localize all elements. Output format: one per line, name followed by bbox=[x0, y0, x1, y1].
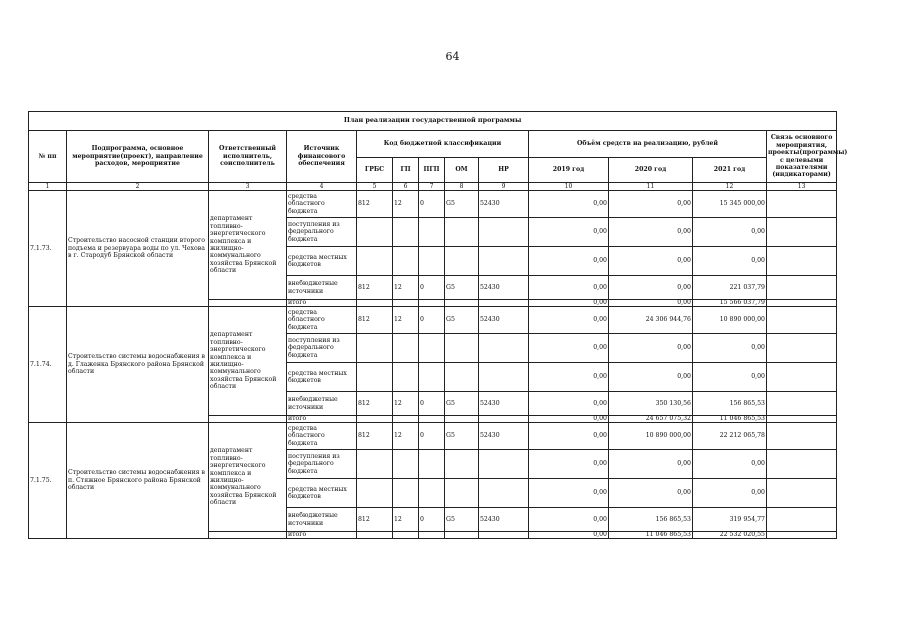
amount-y2019: 0,00 bbox=[529, 276, 609, 300]
link-indicator bbox=[767, 276, 837, 300]
section-name: Строительство насосной станции второго подъема и резервуара воды по ул. Чехова в г. Стародуб Брянской области bbox=[67, 191, 209, 307]
budget-code-nr: 52430 bbox=[479, 276, 529, 300]
total-code-empty bbox=[445, 532, 479, 539]
link-indicator bbox=[767, 218, 837, 247]
amount-y2021: 15 345 000,00 bbox=[693, 191, 767, 218]
link-indicator bbox=[767, 423, 837, 450]
amount-y2021: 221 037,79 bbox=[693, 276, 767, 300]
amount-y2020: 0,00 bbox=[609, 218, 693, 247]
budget-code-om bbox=[445, 363, 479, 392]
table-row bbox=[29, 191, 837, 218]
link-indicator bbox=[767, 307, 837, 334]
budget-code-grbs bbox=[357, 247, 393, 276]
link-indicator bbox=[767, 191, 837, 218]
amount-y2019: 0,00 bbox=[529, 508, 609, 532]
amount-y2021: 319 954,77 bbox=[693, 508, 767, 532]
header-num: № пп bbox=[29, 131, 67, 183]
budget-code-nr: 52430 bbox=[479, 392, 529, 416]
amount-y2019: 0,00 bbox=[529, 423, 609, 450]
column-number: 3 bbox=[209, 183, 287, 191]
section-name: Строительство системы водоснабжения в д. Глаженка Брянского района Брянской области bbox=[67, 307, 209, 423]
column-number: 5 bbox=[357, 183, 393, 191]
budget-code-nr bbox=[479, 247, 529, 276]
budget-code-pgp: 0 bbox=[419, 276, 445, 300]
total-label: итого bbox=[287, 416, 357, 423]
amount-y2021: 0,00 bbox=[693, 218, 767, 247]
budget-code-nr bbox=[479, 479, 529, 508]
section-responsible: департамент топливно-энергетического комплекса и жилищно-коммунального хозяйства Брянской области bbox=[209, 191, 287, 300]
budget-code-pgp: 0 bbox=[419, 508, 445, 532]
amount-y2019: 0,00 bbox=[529, 218, 609, 247]
link-indicator bbox=[767, 392, 837, 416]
total-label: итого bbox=[287, 300, 357, 307]
budget-code-grbs: 812 bbox=[357, 508, 393, 532]
header-2019: 2019 год bbox=[529, 158, 609, 183]
amount-y2021: 156 865,53 bbox=[693, 392, 767, 416]
total-code-empty bbox=[419, 300, 445, 307]
amount-y2021: 0,00 bbox=[693, 450, 767, 479]
link-indicator bbox=[767, 334, 837, 363]
funding-source: поступления из федерального бюджета bbox=[287, 334, 357, 363]
budget-code-grbs: 812 bbox=[357, 276, 393, 300]
budget-code-gp bbox=[393, 479, 419, 508]
section-responsible-empty bbox=[209, 416, 287, 423]
column-number: 2 bbox=[67, 183, 209, 191]
total-code-empty bbox=[357, 532, 393, 539]
link-indicator bbox=[767, 508, 837, 532]
header-source: Источник финансового обеспечения bbox=[287, 131, 357, 183]
total-y2020: 24 657 075,32 bbox=[609, 416, 693, 423]
budget-code-om: G5 bbox=[445, 392, 479, 416]
total-code-empty bbox=[393, 532, 419, 539]
amount-y2020: 0,00 bbox=[609, 247, 693, 276]
column-number: 6 bbox=[393, 183, 419, 191]
total-label: итого bbox=[287, 532, 357, 539]
budget-code-nr: 52430 bbox=[479, 307, 529, 334]
total-code-empty bbox=[357, 416, 393, 423]
budget-code-gp: 12 bbox=[393, 392, 419, 416]
budget-code-pgp: 0 bbox=[419, 191, 445, 218]
amount-y2020: 0,00 bbox=[609, 334, 693, 363]
section-responsible: департамент топливно-энергетического комплекса и жилищно-коммунального хозяйства Брянской области bbox=[209, 423, 287, 532]
budget-code-pgp bbox=[419, 450, 445, 479]
budget-code-pgp bbox=[419, 363, 445, 392]
budget-code-om bbox=[445, 334, 479, 363]
budget-code-gp bbox=[393, 450, 419, 479]
header-pgp: ПГП bbox=[419, 158, 445, 183]
budget-code-grbs: 812 bbox=[357, 191, 393, 218]
amount-y2020: 24 306 944,76 bbox=[609, 307, 693, 334]
link-indicator bbox=[767, 247, 837, 276]
amount-y2021: 0,00 bbox=[693, 479, 767, 508]
budget-code-nr: 52430 bbox=[479, 191, 529, 218]
budget-code-nr bbox=[479, 450, 529, 479]
funding-source: средства областного бюджета bbox=[287, 423, 357, 450]
funding-source: средства местных бюджетов bbox=[287, 247, 357, 276]
link-indicator bbox=[767, 363, 837, 392]
budget-code-gp bbox=[393, 218, 419, 247]
budget-code-om bbox=[445, 450, 479, 479]
budget-code-pgp bbox=[419, 334, 445, 363]
budget-code-gp: 12 bbox=[393, 508, 419, 532]
total-y2021: 15 566 037,79 bbox=[693, 300, 767, 307]
budget-code-pgp: 0 bbox=[419, 392, 445, 416]
budget-code-nr bbox=[479, 218, 529, 247]
amount-y2019: 0,00 bbox=[529, 247, 609, 276]
column-number: 8 bbox=[445, 183, 479, 191]
funding-source: средства местных бюджетов bbox=[287, 479, 357, 508]
budget-code-nr bbox=[479, 334, 529, 363]
total-code-empty bbox=[419, 532, 445, 539]
budget-code-gp: 12 bbox=[393, 423, 419, 450]
column-number: 1 bbox=[29, 183, 67, 191]
header-2020: 2020 год bbox=[609, 158, 693, 183]
total-code-empty bbox=[479, 300, 529, 307]
total-code-empty bbox=[479, 532, 529, 539]
amount-y2020: 0,00 bbox=[609, 276, 693, 300]
total-y2019: 0,00 bbox=[529, 532, 609, 539]
funding-source: средства местных бюджетов bbox=[287, 363, 357, 392]
total-code-empty bbox=[479, 416, 529, 423]
section-number: 7.1.73. bbox=[29, 191, 67, 307]
total-code-empty bbox=[445, 300, 479, 307]
total-code-empty bbox=[393, 416, 419, 423]
header-resp: Ответственный исполнитель, соисполнитель bbox=[209, 131, 287, 183]
budget-code-pgp bbox=[419, 218, 445, 247]
amount-y2021: 10 890 000,00 bbox=[693, 307, 767, 334]
section-number: 7.1.74. bbox=[29, 307, 67, 423]
section-number: 7.1.75. bbox=[29, 423, 67, 539]
funding-source: средства областного бюджета bbox=[287, 307, 357, 334]
budget-code-grbs bbox=[357, 479, 393, 508]
budget-code-pgp: 0 bbox=[419, 307, 445, 334]
column-number: 12 bbox=[693, 183, 767, 191]
amount-y2020: 0,00 bbox=[609, 191, 693, 218]
amount-y2019: 0,00 bbox=[529, 191, 609, 218]
budget-code-gp: 12 bbox=[393, 191, 419, 218]
section-responsible-empty bbox=[209, 532, 287, 539]
budget-code-nr: 52430 bbox=[479, 508, 529, 532]
total-code-empty bbox=[393, 300, 419, 307]
table-caption: План реализации государственной программы bbox=[29, 112, 837, 131]
amount-y2020: 156 865,53 bbox=[609, 508, 693, 532]
table-body bbox=[29, 191, 837, 539]
funding-source: внебюджетные источники bbox=[287, 276, 357, 300]
amount-y2020: 0,00 bbox=[609, 450, 693, 479]
budget-code-gp: 12 bbox=[393, 276, 419, 300]
funding-source: внебюджетные источники bbox=[287, 508, 357, 532]
total-y2020: 11 046 865,53 bbox=[609, 532, 693, 539]
table-row bbox=[29, 307, 837, 334]
link-indicator bbox=[767, 300, 837, 307]
amount-y2021: 0,00 bbox=[693, 334, 767, 363]
budget-code-pgp bbox=[419, 247, 445, 276]
total-code-empty bbox=[357, 300, 393, 307]
total-y2019: 0,00 bbox=[529, 416, 609, 423]
link-indicator bbox=[767, 416, 837, 423]
budget-code-gp bbox=[393, 247, 419, 276]
amount-y2020: 0,00 bbox=[609, 363, 693, 392]
header-gp: ГП bbox=[393, 158, 419, 183]
budget-code-grbs bbox=[357, 218, 393, 247]
header-om: ОМ bbox=[445, 158, 479, 183]
amount-y2021: 22 212 065,78 bbox=[693, 423, 767, 450]
funding-source: внебюджетные источники bbox=[287, 392, 357, 416]
budget-code-grbs bbox=[357, 450, 393, 479]
budget-code-gp bbox=[393, 363, 419, 392]
budget-code-gp: 12 bbox=[393, 307, 419, 334]
column-number: 4 bbox=[287, 183, 357, 191]
total-code-empty bbox=[419, 416, 445, 423]
column-number: 11 bbox=[609, 183, 693, 191]
amount-y2019: 0,00 bbox=[529, 334, 609, 363]
budget-code-om: G5 bbox=[445, 508, 479, 532]
amount-y2020: 10 890 000,00 bbox=[609, 423, 693, 450]
column-number: 9 bbox=[479, 183, 529, 191]
table-row bbox=[29, 423, 837, 450]
amount-y2019: 0,00 bbox=[529, 450, 609, 479]
column-number: 10 bbox=[529, 183, 609, 191]
total-y2021: 11 046 865,53 bbox=[693, 416, 767, 423]
budget-code-om: G5 bbox=[445, 276, 479, 300]
header-budget-code: Код бюджетной классификации bbox=[357, 131, 529, 158]
amount-y2020: 350 130,56 bbox=[609, 392, 693, 416]
budget-code-grbs: 812 bbox=[357, 423, 393, 450]
link-indicator bbox=[767, 450, 837, 479]
link-indicator bbox=[767, 479, 837, 508]
plan-table bbox=[28, 111, 848, 539]
amount-y2019: 0,00 bbox=[529, 307, 609, 334]
budget-code-om bbox=[445, 479, 479, 508]
total-y2021: 22 532 020,55 bbox=[693, 532, 767, 539]
budget-code-grbs: 812 bbox=[357, 307, 393, 334]
amount-y2021: 0,00 bbox=[693, 247, 767, 276]
amount-y2020: 0,00 bbox=[609, 479, 693, 508]
header-link: Связь основного мероприятия, проекты(программы) с целевыми показателями (индикаторами) bbox=[767, 131, 837, 183]
funding-source: средства областного бюджета bbox=[287, 191, 357, 218]
total-code-empty bbox=[445, 416, 479, 423]
section-responsible: департамент топливно-энергетического комплекса и жилищно-коммунального хозяйства Брянской области bbox=[209, 307, 287, 416]
budget-code-pgp: 0 bbox=[419, 423, 445, 450]
funding-source: поступления из федерального бюджета bbox=[287, 450, 357, 479]
amount-y2021: 0,00 bbox=[693, 363, 767, 392]
amount-y2019: 0,00 bbox=[529, 479, 609, 508]
column-number: 7 bbox=[419, 183, 445, 191]
budget-code-grbs bbox=[357, 363, 393, 392]
link-indicator bbox=[767, 532, 837, 539]
column-number: 13 bbox=[767, 183, 837, 191]
amount-y2019: 0,00 bbox=[529, 363, 609, 392]
budget-code-om bbox=[445, 218, 479, 247]
budget-code-om: G5 bbox=[445, 423, 479, 450]
budget-code-nr: 52430 bbox=[479, 423, 529, 450]
section-responsible-empty bbox=[209, 300, 287, 307]
budget-code-gp bbox=[393, 334, 419, 363]
header-nr: НР bbox=[479, 158, 529, 183]
header-volume: Объём средств на реализацию, рублей bbox=[529, 131, 767, 158]
funding-source: поступления из федерального бюджета bbox=[287, 218, 357, 247]
header-2021: 2021 год bbox=[693, 158, 767, 183]
total-y2019: 0,00 bbox=[529, 300, 609, 307]
budget-code-grbs bbox=[357, 334, 393, 363]
total-y2020: 0,00 bbox=[609, 300, 693, 307]
budget-code-grbs: 812 bbox=[357, 392, 393, 416]
header-name: Подпрограмма, основное мероприятие(проект), направление расходов, мероприятие bbox=[67, 131, 209, 183]
page-number: 64 bbox=[445, 50, 460, 63]
budget-code-pgp bbox=[419, 479, 445, 508]
amount-y2019: 0,00 bbox=[529, 392, 609, 416]
section-name: Строительство системы водоснабжения в п. Стяжное Брянского района Брянской области bbox=[67, 423, 209, 539]
header-grbs: ГРБС bbox=[357, 158, 393, 183]
budget-code-nr bbox=[479, 363, 529, 392]
budget-code-om: G5 bbox=[445, 307, 479, 334]
budget-code-om bbox=[445, 247, 479, 276]
budget-code-om: G5 bbox=[445, 191, 479, 218]
